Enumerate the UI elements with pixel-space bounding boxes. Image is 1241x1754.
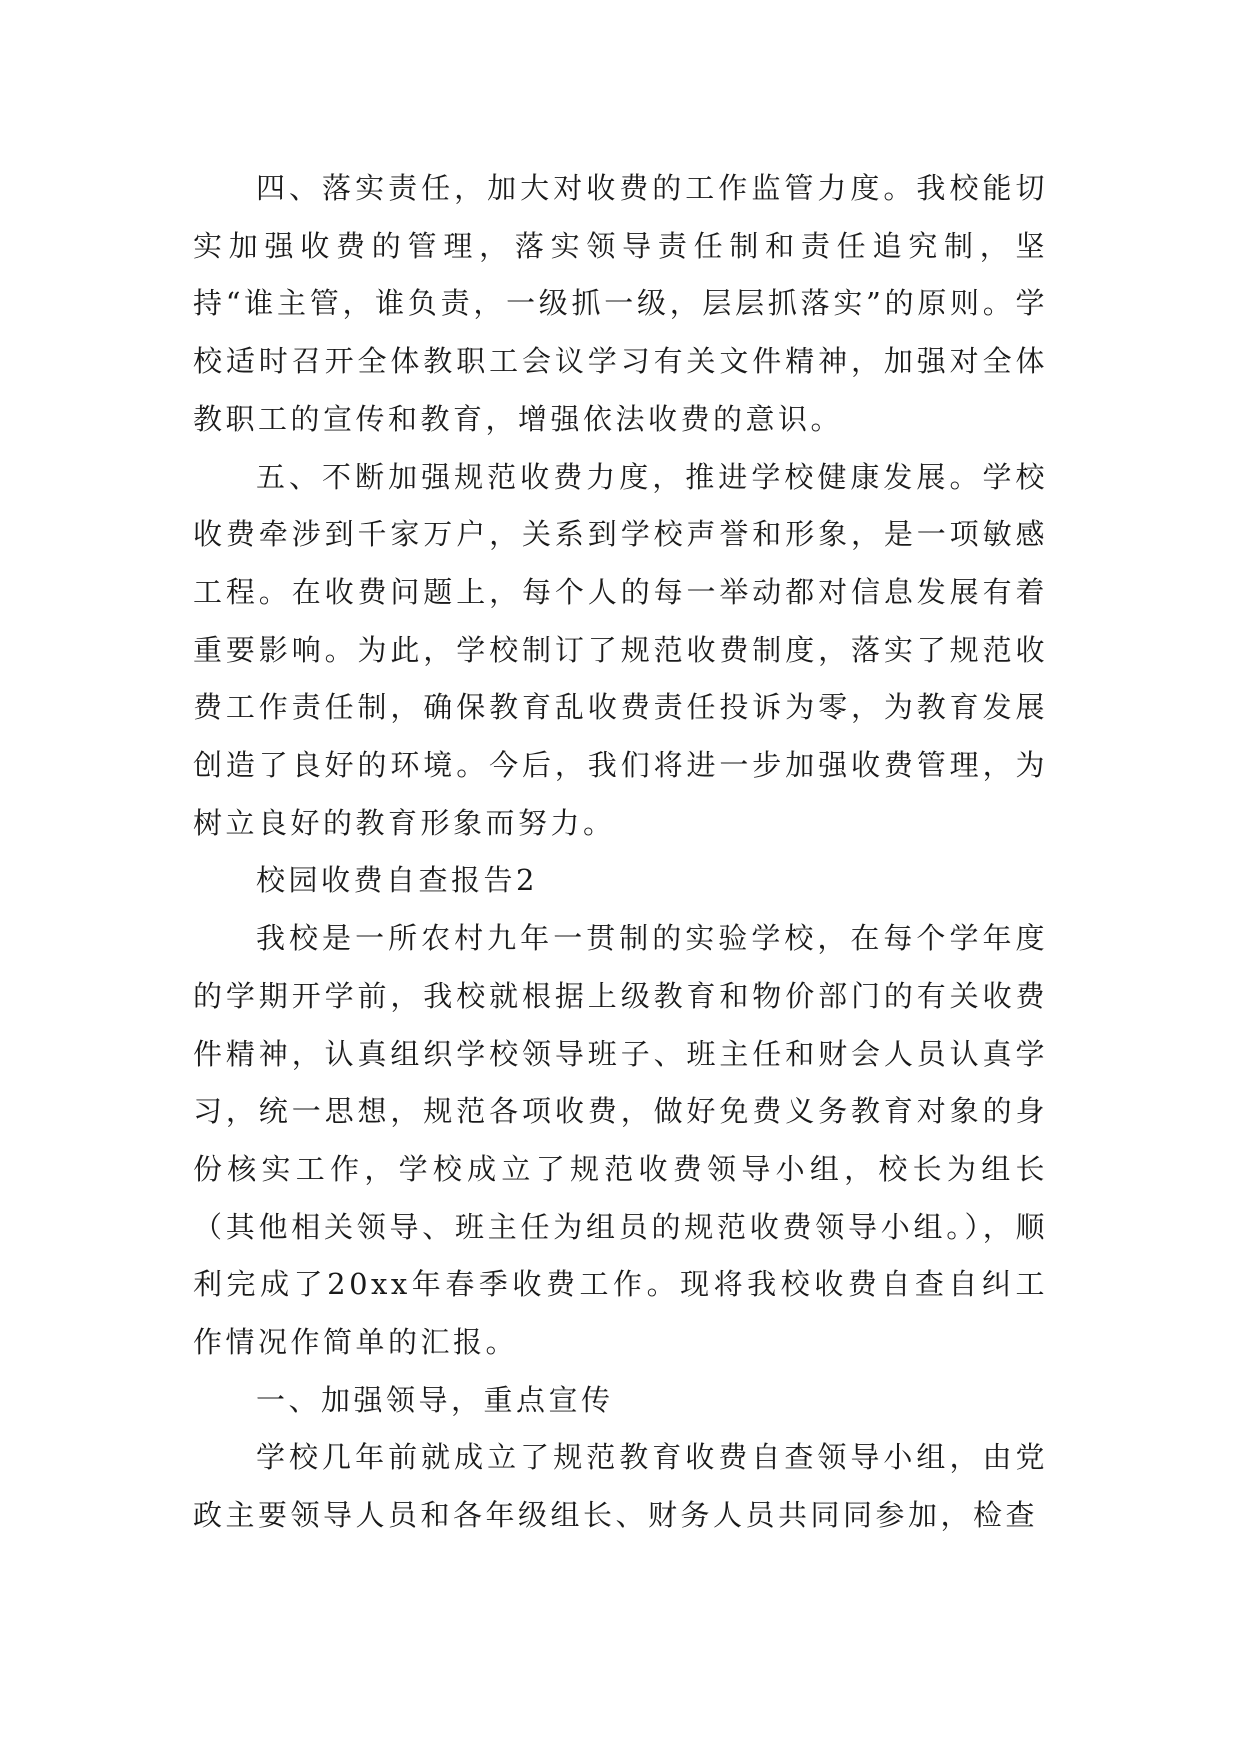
paragraph-responsibility: 四、落实责任，加大对收费的工作监管力度。我校能切实加强收费的管理，落实领导责任制和责任追究制，坚持“谁主管，谁负责，一级抓一级，层层抓落实”的原则。学校适时召开全体教职工会议学习有关文件精神，加强对全体教职工的宣传和教育，增强依法收费的意识。 xyxy=(193,171,1048,436)
report-title: 校园收费自查报告2 xyxy=(256,863,538,898)
paragraph-leadership-group: 学校几年前就成立了规范教育收费自查领导小组，由党政主要领导人员和各年级组长、财务人员共同同参加，检查 xyxy=(193,1440,1048,1533)
paragraph-standardize-fees: 五、不断加强规范收费力度，推进学校健康发展。学校收费牵涉到千家万户，关系到学校声誉和形象，是一项敏感工程。在收费问题上，每个人的每一举动都对信息发展有着重要影响。为此，学校制订了规范收费制度，落实了规范收费工作责任制，确保教育乱收费责任投诉为零，为教育发展创造了良好的环境。今后，我们将进一步加强收费管理，为树立良好的教育形象而努力。 xyxy=(193,459,1048,840)
paragraph-school-intro: 我校是一所农村九年一贯制的实验学校，在每个学年度的学期开学前，我校就根据上级教育和物价部门的有关收费件精神，认真组织学校领导班子、班主任和财会人员认真学习，统一思想，规范各项收费，做好免费义务教育对象的身份核实工作，学校成立了规范收费领导小组，校长为组长（其他相关领导、班主任为组员的规范收费领导小组。），顺利完成了20xx年春季收费工作。现将我校收费自查自纠工作情况作简单的汇报。 xyxy=(193,921,1048,1360)
document-body xyxy=(193,160,1048,1545)
section-heading-leadership: 一、加强领导，重点宣传 xyxy=(256,1382,614,1417)
